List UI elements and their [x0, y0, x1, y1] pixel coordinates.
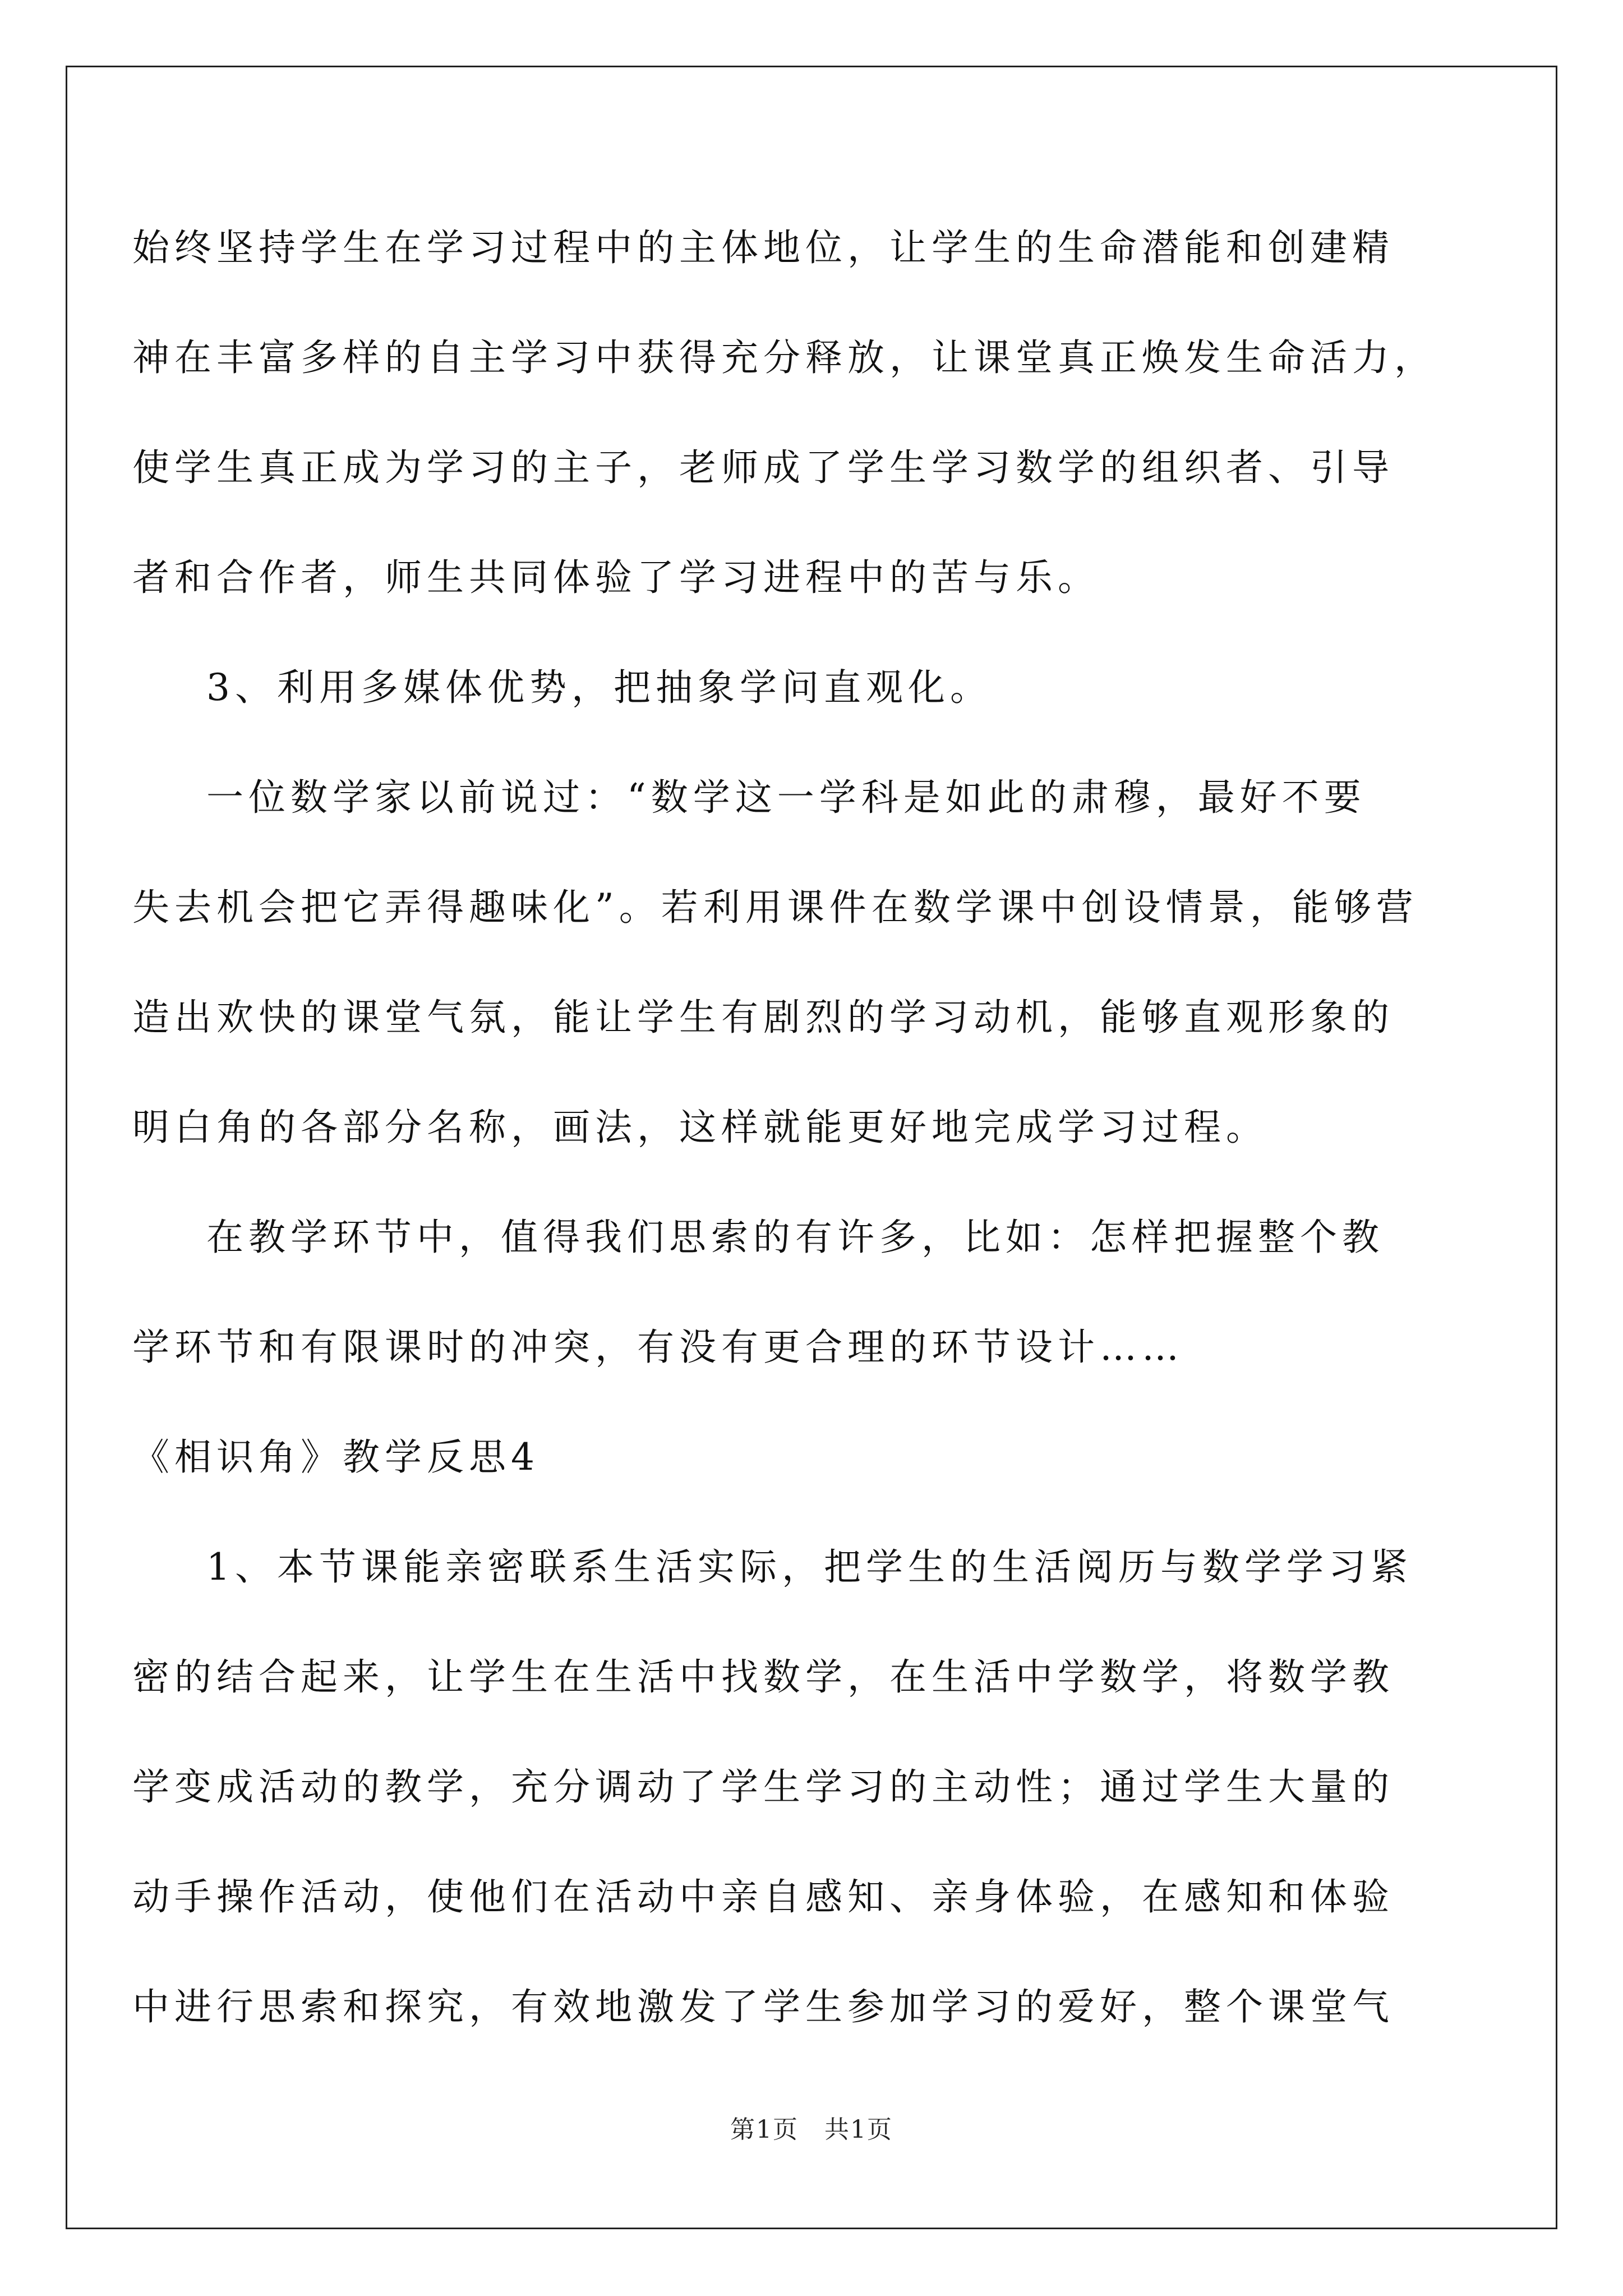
- body-line: 使学生真正成为学习的主子，老师成了学生学习数学的组织者、引导: [132, 446, 1394, 489]
- body-line: 失去机会把它弄得趣味化”。若利用课件在数学课中创设情景，能够营: [132, 886, 1418, 929]
- body-line: 学环节和有限课时的冲突，有没有更合理的环节设计……: [132, 1326, 1184, 1369]
- body-line: 明白角的各部分名称，画法，这样就能更好地完成学习过程。: [132, 1106, 1268, 1149]
- body-line: 学变成活动的教学，充分调动了学生学习的主动性；通过学生大量的: [132, 1765, 1394, 1809]
- page-number-footer: 第1页 共1页: [730, 2115, 893, 2144]
- body-line: 神在丰富多样的自主学习中获得充分释放，让课堂真正焕发生命活力，: [132, 336, 1436, 379]
- body-line: 在教学环节中，值得我们思索的有许多，比如：怎样把握整个教: [206, 1216, 1384, 1259]
- body-line: 一位数学家以前说过：“数学这一学科是如此的肃穆，最好不要: [206, 776, 1366, 819]
- body-line: 者和合作者，师生共同体验了学习进程中的苦与乐。: [132, 556, 1100, 599]
- body-line: 造出欢快的课堂气氛，能让学生有剧烈的学习动机，能够直观形象的: [132, 996, 1394, 1039]
- body-line: 3、利用多媒体优势，把抽象学问直观化。: [206, 666, 992, 709]
- body-line: 中进行思索和探究，有效地激发了学生参加学习的爱好，整个课堂气: [132, 1985, 1394, 2028]
- body-line: 密的结合起来，让学生在生活中找数学，在生活中学数学，将数学教: [132, 1655, 1394, 1699]
- body-line: 动手操作活动，使他们在活动中亲自感知、亲身体验，在感知和体验: [132, 1875, 1394, 1918]
- body-line: 始终坚持学生在学习过程中的主体地位，让学生的生命潜能和创建精: [132, 226, 1394, 269]
- body-line: 1、本节课能亲密联系生活实际，把学生的生活阅历与数学学习紧: [206, 1545, 1413, 1589]
- section-heading: 《相识角》教学反思4: [132, 1435, 540, 1479]
